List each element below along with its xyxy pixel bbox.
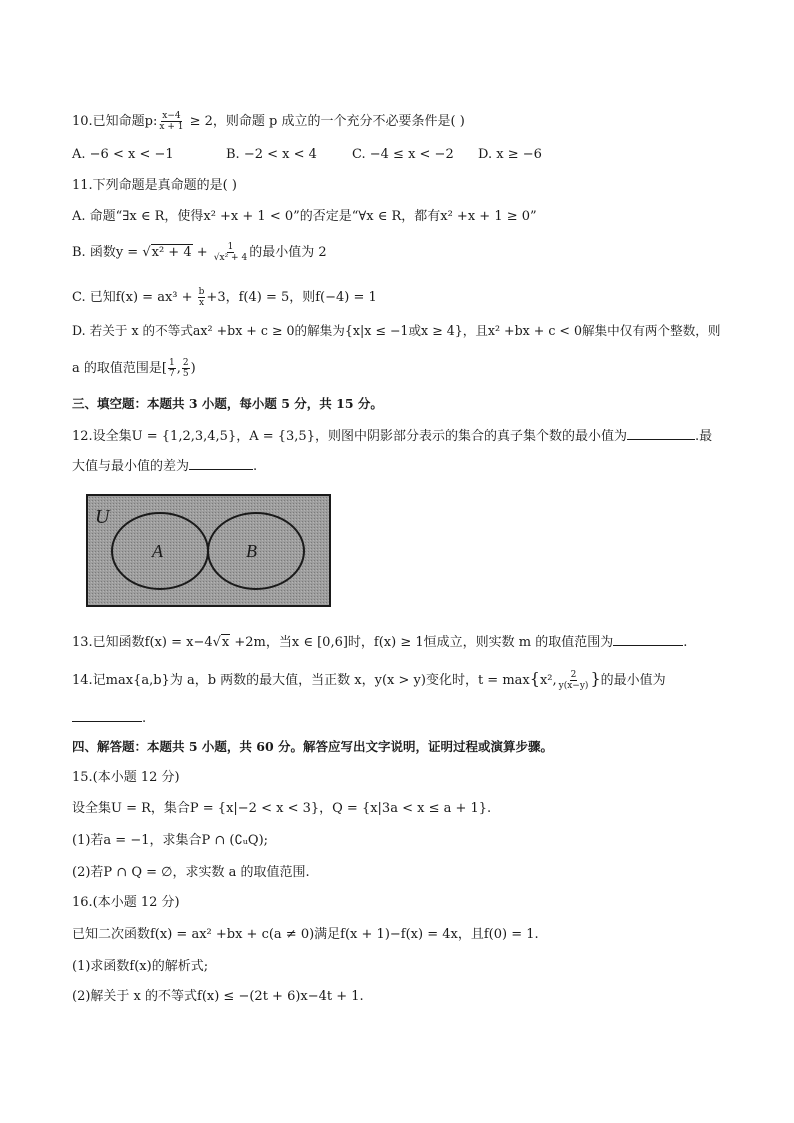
question-10-stem: 10.已知命题p: $\frac{x-4}{x + 1}$ ≥ 2，则命题 p 成立的一个充分不必要条件是( ) [72,111,465,132]
q10-option-c: C. −4 ≤ x < −2 [352,147,454,162]
universe-label: U [95,506,110,528]
question-14: 14.记max{a,b}为 a，b 两数的最大值，当正数 x，y(x > y)变化时，t = max{x², $\frac{2}{y(x-y)}$ }的最小值为 [72,669,666,691]
question-15-part2: (2)若P ∩ Q = ∅，求实数 a 的取值范围. [72,865,310,880]
q11-option-d-line1: D. 若关于 x 的不等式ax² +bx + c ≥ 0的解集为{x|x ≤ −1或x ≥ 4}，且x² +bx + c < 0解集中仅有两个整数，则 [72,323,721,338]
question-15-part1: (1)若a = −1，求集合P ∩ (∁ᵤQ); [72,833,269,848]
answer-blank [613,632,683,646]
question-16-part2: (2)解关于 x 的不等式f(x) ≤ −(2t + 6)x−4t + 1. [72,989,364,1004]
q10-option-b: B. −2 < x < 4 [226,147,317,162]
q11-option-d-line2: a 的取值范围是[ $\frac{1}{7}$ , $\frac{2}{5}$ ) [72,358,196,379]
venn-diagram [86,494,332,608]
question-15-head: 15.(本小题 12 分) [72,770,180,785]
question-13: 13.已知函数f(x) = x−4√x +2m，当x ∈ [0,6]时，f(x) ≥ 1恒成立，则实数 m 的取值范围为 . [72,632,687,652]
question-12-line1: 12.设全集U = {1,2,3,4,5}，A = {3,5}，则图中阴影部分表示的集合的真子集个数的最小值为 .最 [72,426,712,446]
question-16-head: 16.(本小题 12 分) [72,895,180,910]
question-16-stem: 已知二次函数f(x) = ax² +bx + c(a ≠ 0)满足f(x + 1)−f(x) = 4x，且f(0) = 1. [72,927,539,942]
question-16-part1: (1)求函数f(x)的解析式; [72,959,209,974]
fraction: $\frac{x-4}{x + 1}$ [159,111,184,132]
answer-blank [627,426,695,440]
fraction: $\frac{2}{5}$ [182,358,189,379]
fraction: $\frac{1}{\text{√x² + 4}}$ [213,242,248,263]
set-a-label: A [152,541,163,561]
fraction: $\frac{b}{x}$ [198,287,205,308]
question-12-line2: 大值与最小值的差为 . [72,456,257,476]
q11-option-c: C. 已知f(x) = ax³ + $\frac{b}{x}$ +3，f(4) = 5，则f(−4) = 1 [72,287,377,308]
fraction: $\frac{1}{7}$ [168,358,175,379]
question-15-stem: 设全集U = R，集合P = {x|−2 < x < 3}，Q = {x|3a < x ≤ a + 1}. [72,801,492,816]
q10-option-d: D. x ≥ −6 [478,147,542,162]
section-3-title: 三、填空题：本题共 3 小题，每小题 5 分，共 15 分。 [72,396,383,411]
q10-option-a: A. −6 < x < −1 [72,147,174,162]
question-14-line2: . [72,708,146,728]
fraction: $\frac{2}{y(x-y)}$ [558,670,589,691]
answer-blank [72,708,142,722]
q11-option-b: B. 函数y = √x² + 4 + $\frac{1}{\text{√x² + 4}}$ 的最小值为 2 [72,242,327,263]
set-b-label: B [246,541,257,561]
question-11-stem: 11.下列命题是真命题的是( ) [72,178,237,193]
answer-blank [189,456,253,470]
section-4-title: 四、解答题：本题共 5 小题，共 60 分。解答应写出文字说明，证明过程或演算步骤。 [72,739,554,754]
q11-option-a: A. 命题“∃x ∈ R，使得x² +x + 1 < 0”的否定是“∀x ∈ R，都有x² +x + 1 ≥ 0” [72,209,537,224]
